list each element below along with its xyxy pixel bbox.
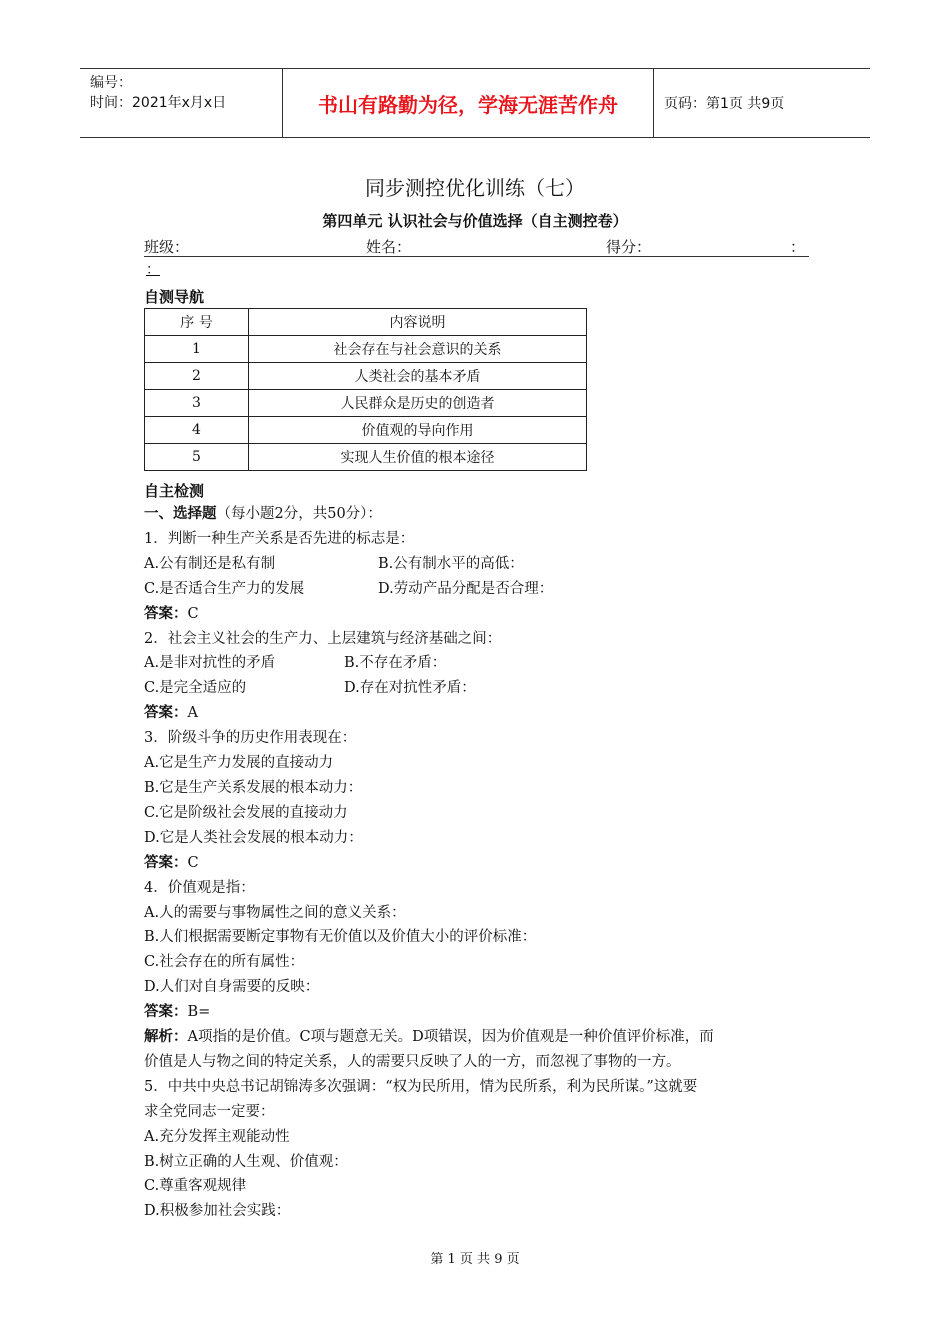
q4-option-d: D.人们对自身需要的反映： <box>144 979 320 996</box>
q4-analysis <box>144 1025 814 1050</box>
q3-option-c: C.它是阶级社会发展的直接动力 <box>144 804 348 821</box>
q4-option-b: B.人们根据需要断定事物有无价值以及价值大小的评价标准： <box>144 929 537 946</box>
nav-table <box>144 308 587 471</box>
q5-option-b: B.树立正确的人生观、价值观： <box>144 1153 348 1170</box>
row-content: 实现人生价值的根本途径 <box>249 444 587 471</box>
q1-answer <box>144 602 814 627</box>
q2-stem: 2．社会主义社会的生产力、上层建筑与经济基础之间： <box>144 630 502 647</box>
row-content: 人类社会的基本矛盾 <box>249 363 587 390</box>
row-number: 3 <box>145 390 249 417</box>
answer-label: 答案： <box>144 854 188 871</box>
table-row <box>145 336 587 363</box>
analysis-line1: A项指的是价值。C项与题意无关。D项错误，因为价值观是一种价值评价标准，而 <box>187 1029 714 1046</box>
answer-label: 答案： <box>144 605 188 622</box>
q3-stem: 3．阶级斗争的历史作用表现在： <box>144 730 357 747</box>
q1-options-ab <box>144 552 814 577</box>
q1-options-cd <box>144 577 814 602</box>
q3-option-a: A.它是生产力发展的直接动力 <box>144 755 334 772</box>
q3-answer <box>144 851 814 876</box>
answer-value: C <box>187 854 199 871</box>
page-title: 同步测控优化训练（七） <box>365 176 585 200</box>
q1-option-b: B.公有制水平的高低： <box>378 555 524 572</box>
q3-option-d: D.它是人类社会发展的根本动力： <box>144 829 363 846</box>
number-label: 编号： <box>90 75 132 91</box>
name-field[interactable]: 姓名： <box>366 238 412 256</box>
q5-stem-line1: 5．中共中央总书记胡锦涛多次强调：“权为民所用，情为民所系，利为民所谋。”这就要 <box>144 1078 698 1095</box>
row-number: 2 <box>145 363 249 390</box>
answer-value: B= <box>187 1004 211 1021</box>
q2-option-b: B.不存在矛盾： <box>344 655 447 672</box>
q5-option-c: C.尊重客观规律 <box>144 1178 247 1195</box>
q1-option-c: C.是否适合生产力的发展 <box>144 580 305 597</box>
col-header-number: 序 号 <box>145 309 249 336</box>
q2-option-c: C.是完全适应的 <box>144 680 247 697</box>
page-header <box>80 68 870 138</box>
row-content: 价值观的导向作用 <box>249 417 587 444</box>
q5-option-d: D.积极参加社会实践： <box>144 1203 291 1220</box>
section1-note: （每小题2分，共50分）： <box>216 506 382 522</box>
row-content: 人民群众是历史的创造者 <box>249 390 587 417</box>
fields-colon-row: ： <box>146 262 160 278</box>
q2-options-cd <box>144 676 814 701</box>
q1-option-a: A.公有制还是私有制 <box>144 555 276 572</box>
analysis-label: 解析： <box>144 1029 188 1046</box>
questions <box>144 502 814 1224</box>
row-content: 社会存在与社会意识的关系 <box>249 336 587 363</box>
q5-stem-line2: 求全党同志一定要： <box>144 1103 275 1120</box>
q2-option-a: A.是非对抗性的矛盾 <box>144 655 276 672</box>
answer-label: 答案： <box>144 1004 188 1021</box>
q2-option-d: D.存在对抗性矛盾： <box>344 680 476 697</box>
self-test-heading: 自主检测 <box>144 482 205 500</box>
q4-analysis-line2: 价值是人与物之间的特定关系，人的需要只反映了人的一方，而忽视了事物的一方。 <box>144 1053 681 1070</box>
section1-heading <box>144 502 814 527</box>
q1-option-d: D.劳动产品分配是否合理： <box>378 580 554 597</box>
row-number: 1 <box>145 336 249 363</box>
table-row <box>145 363 587 390</box>
q4-answer <box>144 1000 814 1025</box>
q2-answer <box>144 701 814 726</box>
q2-options-ab <box>144 651 814 676</box>
row-number: 5 <box>145 444 249 471</box>
student-fields <box>144 236 809 257</box>
table-row <box>145 417 587 444</box>
q4-option-a: A.人的需要与事物属性之间的意义关系： <box>144 904 406 921</box>
fields-end-colon: ： <box>790 238 806 256</box>
time-label: 时间：2021年x月x日 <box>90 95 227 111</box>
q4-option-c: C.社会存在的所有属性： <box>144 954 305 971</box>
q5-option-a: A.充分发挥主观能动性 <box>144 1128 290 1145</box>
answer-label: 答案： <box>144 705 188 722</box>
q4-stem: 4．价值观是指： <box>144 879 255 896</box>
q1-stem: 1．判断一种生产关系是否先进的标志是： <box>144 530 415 547</box>
class-field[interactable]: 班级： <box>144 238 190 256</box>
table-row <box>145 444 587 471</box>
page-subtitle: 第四单元 认识社会与价值选择（自主测控卷） <box>322 212 628 230</box>
answer-value: A <box>187 705 198 722</box>
header-meta <box>80 69 282 137</box>
section1-title: 一、选择题 <box>144 506 217 522</box>
col-header-content: 内容说明 <box>249 309 587 336</box>
header-motto: 书山有路勤为径，学海无涯苦作舟 <box>282 69 654 137</box>
score-field[interactable]: 得分： <box>606 238 652 256</box>
nav-heading: 自测导航 <box>144 288 205 306</box>
answer-value: C <box>187 605 199 622</box>
page-footer: 第 1 页 共 9 页 <box>430 1252 520 1267</box>
q3-option-b: B.它是生产关系发展的根本动力： <box>144 779 363 796</box>
table-row <box>145 390 587 417</box>
row-number: 4 <box>145 417 249 444</box>
table-header-row <box>145 309 587 336</box>
header-page-code: 页码：第1页 共9页 <box>664 96 785 112</box>
